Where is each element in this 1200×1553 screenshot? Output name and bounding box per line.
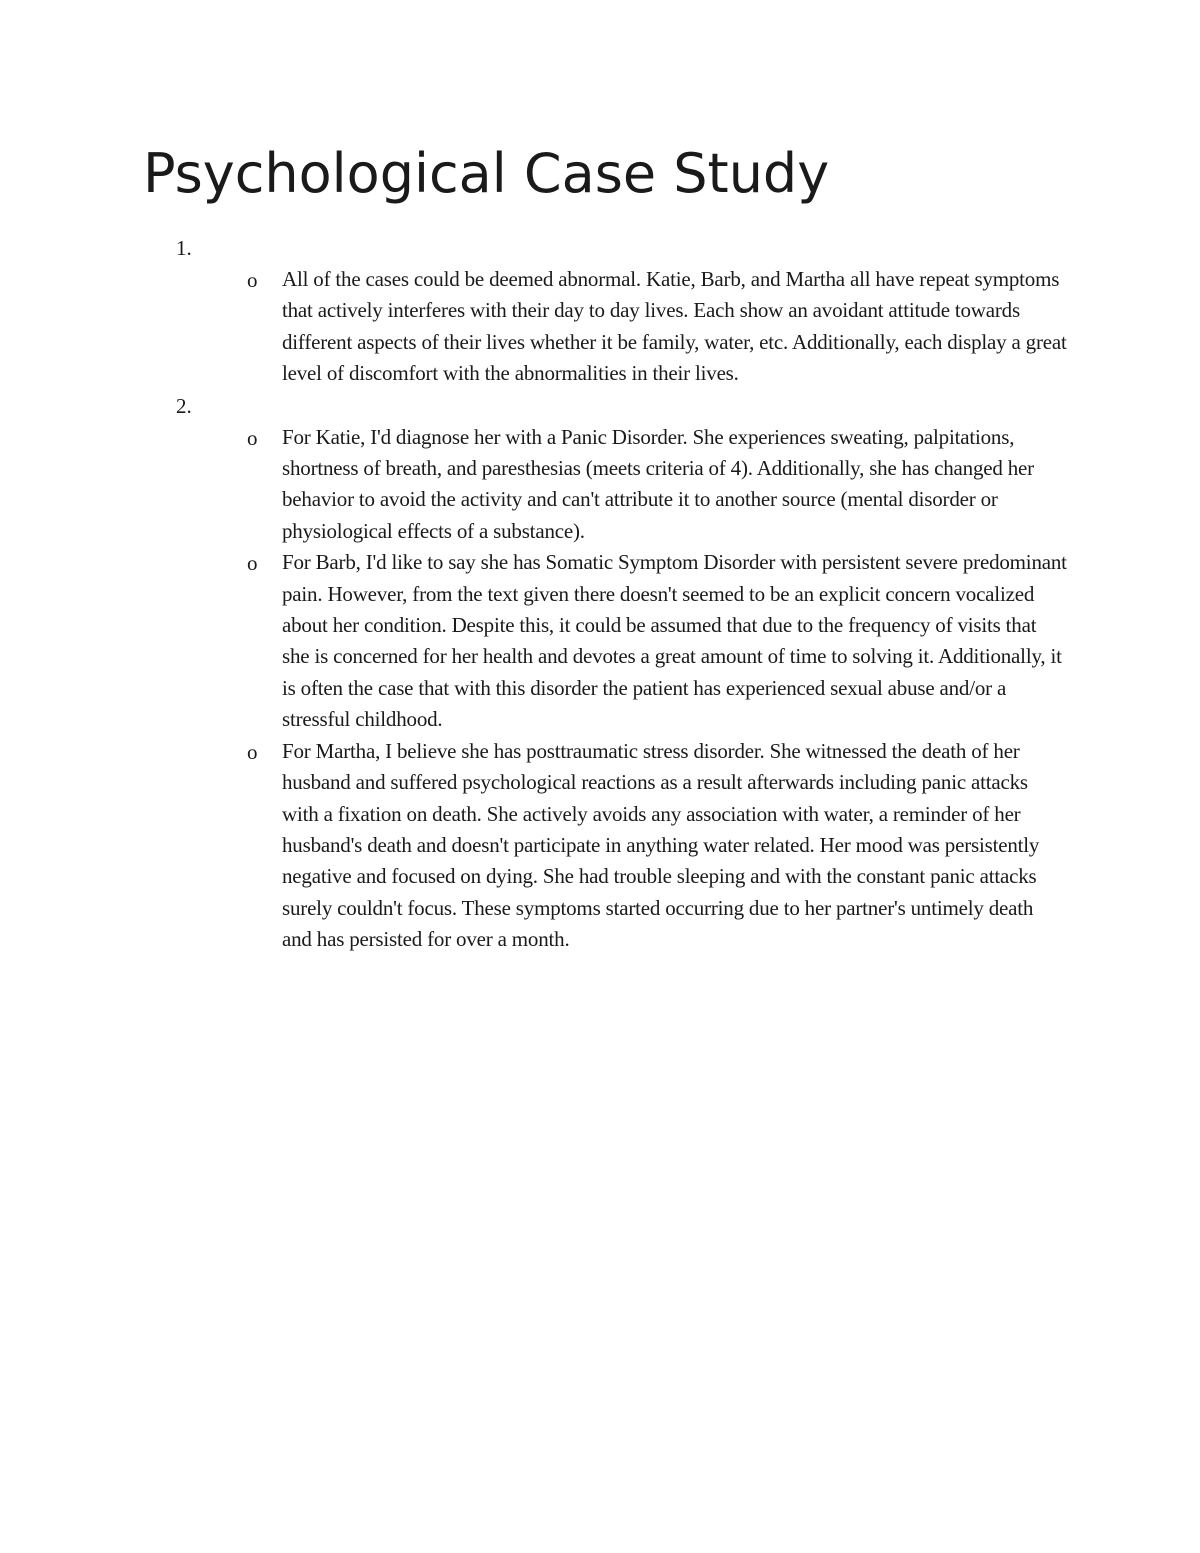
- document-body: [0, 232, 1200, 956]
- list-item-1: [0, 232, 1200, 390]
- document-title: Psychological Case Study: [143, 142, 830, 205]
- bullet-item: [0, 422, 1067, 548]
- bullet-text: For Katie, I'd diagnose her with a Panic Disorder. She experiences sweating, palpitations, shortness of breath, and paresthesias (meets criteria of 4). Additionally, she has changed her behavior to avoid the activity and can't attribute it to another source (mental disorder or physiological effects of a substance).: [282, 424, 1034, 543]
- bullet-item: [0, 547, 1067, 735]
- bullet-text: For Barb, I'd like to say she has Somatic Symptom Disorder with persistent severe predominant pain. However, from the text given there doesn't seemed to be an explicit concern vocalized about her condition. Despite this, it could be assumed that due to the frequency of visits that she is concerned for her health and devotes a great amount of time to solving it. Additionally, it is often the case that with this disorder the patient has experienced sexual abuse and/or a stressful childhood.: [282, 550, 1067, 732]
- bullet-text: For Martha, I believe she has posttraumatic stress disorder. She witnessed the death of her husband and suffered psychological reactions as a result afterwards including panic attacks with a fixation on death. She actively avoids any association with water, a reminder of her husband's death and doesn't participate in anything water related. Her mood was persistently negative and focused on dying. She had trouble sleeping and with the constant panic attacks surely couldn't focus. These symptoms started occurring due to her partner's untimely death and has persisted for over a month.: [282, 738, 1040, 952]
- bullet-list: [0, 422, 1200, 956]
- bullet-marker: o: [247, 739, 258, 764]
- bullet-item: [0, 736, 1067, 956]
- list-number: 2.: [176, 393, 192, 418]
- bullet-list: [0, 264, 1200, 390]
- bullet-text: All of the cases could be deemed abnormal. Katie, Barb, and Martha all have repeat symptoms that actively interferes with their day to day lives. Each show an avoidant attitude towards different aspects of their lives whether it be family, water, etc. Additionally, each display a great level of discomfort with the abnormalities in their lives.: [282, 267, 1067, 386]
- bullet-marker: o: [247, 425, 258, 450]
- list-number: 1.: [176, 236, 192, 260]
- list-item-2: [0, 390, 1200, 956]
- bullet-marker: o: [247, 268, 258, 292]
- bullet-marker: o: [247, 551, 258, 576]
- bullet-item: [0, 264, 1067, 390]
